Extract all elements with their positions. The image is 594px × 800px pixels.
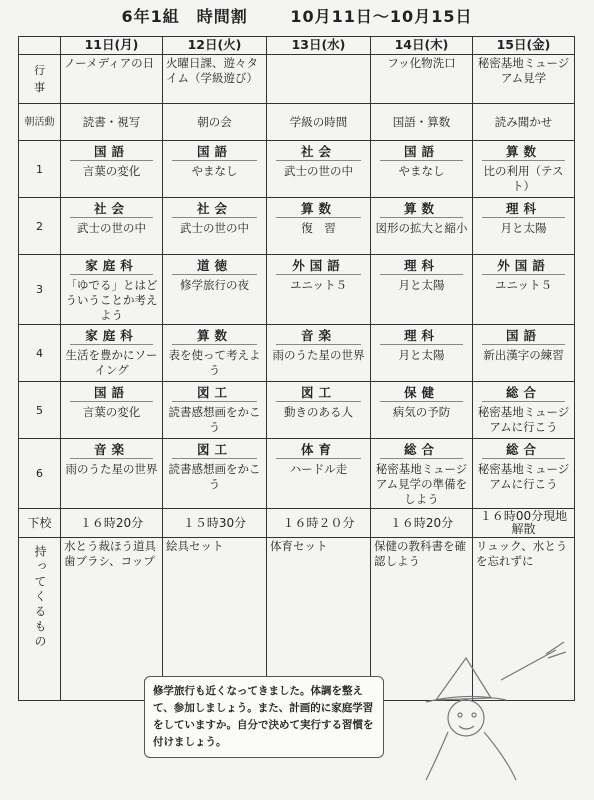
lesson-cell — [163, 198, 267, 255]
lesson-cell — [371, 325, 473, 382]
lesson-cell — [267, 382, 371, 439]
bring-cell: リュック、水とうを忘れずに — [473, 538, 575, 701]
lesson-cell — [371, 255, 473, 325]
lesson-topic: 雨のうた星の世界 — [65, 462, 158, 476]
period-number: 1 — [19, 141, 61, 198]
subject-label: 総合 — [482, 385, 565, 402]
subject-label: 国語 — [380, 144, 463, 161]
subject-label: 国語 — [70, 144, 153, 161]
subject-label: 理科 — [380, 328, 463, 345]
lesson-topic: 言葉の変化 — [82, 164, 141, 178]
lesson-cell — [61, 141, 163, 198]
events-row — [19, 55, 575, 104]
witch-illustration — [396, 640, 566, 790]
subject-label: 算数 — [276, 201, 361, 218]
lesson-topic: 病気の予防 — [392, 405, 451, 419]
subject-label: 総合 — [482, 442, 565, 459]
lesson-topic: 修学旅行の夜 — [180, 278, 249, 292]
morning-cell: 国語・算数 — [371, 104, 473, 141]
lesson-topic: ハードル走 — [289, 462, 348, 476]
lesson-topic: 武士の世の中 — [284, 164, 353, 178]
lesson-cell — [371, 141, 473, 198]
subject-label: 算数 — [482, 144, 565, 161]
lesson-cell — [61, 325, 163, 382]
subject-label: 外国語 — [482, 258, 565, 275]
subject-label: 国語 — [70, 385, 153, 402]
lesson-topic: 月と太陽 — [500, 221, 547, 235]
lesson-cell — [163, 141, 267, 198]
dismissal-cell: １５時30分 — [163, 509, 267, 538]
lesson-cell — [371, 198, 473, 255]
lesson-topic: 武士の世の中 — [77, 221, 146, 235]
morning-cell: 朝の会 — [163, 104, 267, 141]
period-number: 2 — [19, 198, 61, 255]
day-header: 14日(木) — [371, 37, 473, 55]
subject-label: 国語 — [172, 144, 257, 161]
bring-cell: 保健の教科書を確認しよう — [371, 538, 473, 701]
bring-cell: 水とう裁ほう道具歯ブラシ、コップ — [61, 538, 163, 701]
subject-label: 音楽 — [70, 442, 153, 459]
event-cell: ノーメディアの日 — [61, 55, 163, 104]
subject-label: 図工 — [276, 385, 361, 402]
lesson-topic: 動きのある人 — [284, 405, 353, 419]
row-label-morning: 朝活動 — [19, 104, 61, 141]
period-number: 5 — [19, 382, 61, 439]
subject-label: 道徳 — [172, 258, 257, 275]
timetable — [18, 36, 575, 701]
lesson-topic: 表を使って考えよう — [168, 348, 261, 377]
row-label-dismissal: 下校 — [19, 509, 61, 538]
subject-label: 社会 — [172, 201, 257, 218]
subject-label: 図工 — [172, 442, 257, 459]
lesson-topic: やまなし — [191, 164, 238, 178]
lesson-cell — [267, 439, 371, 509]
lesson-topic: 復 習 — [301, 221, 336, 235]
subject-label: 保健 — [380, 385, 463, 402]
subject-label: 算数 — [380, 201, 463, 218]
lesson-topic: 比の利用（テスト） — [483, 164, 564, 193]
day-header: 13日(水) — [267, 37, 371, 55]
lesson-cell — [473, 141, 575, 198]
subject-label: 体育 — [276, 442, 361, 459]
dismissal-cell: １６時２０分 — [267, 509, 371, 538]
lesson-topic: やまなし — [398, 164, 445, 178]
lesson-topic: 新出漢字の練習 — [483, 348, 564, 362]
lesson-cell — [371, 439, 473, 509]
period-row — [19, 325, 575, 382]
day-header-row — [19, 37, 575, 55]
subject-label: 外国語 — [276, 258, 361, 275]
subject-label: 社会 — [276, 144, 361, 161]
day-header: 11日(月) — [61, 37, 163, 55]
teacher-message-box: 修学旅行も近くなってきました。体調を整えて、参加しましょう。また、計画的に家庭学習をしていますか。自分で決めて実行する習慣を付けましょう。 — [144, 676, 384, 758]
page-title — [0, 4, 594, 27]
lesson-cell — [473, 325, 575, 382]
dismissal-cell: １６時20分 — [61, 509, 163, 538]
morning-cell: 読書・視写 — [61, 104, 163, 141]
lesson-topic: 生活を豊かにソーイング — [65, 348, 158, 377]
dismissal-cell: １６時20分 — [371, 509, 473, 538]
lesson-cell — [267, 255, 371, 325]
period-row — [19, 255, 575, 325]
subject-label: 社会 — [70, 201, 153, 218]
subject-label: 音楽 — [276, 328, 361, 345]
lesson-topic: 「ゆでる」とはどういうことか考えよう — [65, 278, 158, 322]
period-row — [19, 439, 575, 509]
subject-label: 理科 — [380, 258, 463, 275]
corner-cell — [19, 37, 61, 55]
lesson-topic: 読書感想画をかこう — [168, 462, 261, 491]
period-row — [19, 141, 575, 198]
lesson-topic: ユニット５ — [494, 278, 553, 292]
row-label-events: 行 事 — [19, 55, 61, 104]
subject-label: 図工 — [172, 385, 257, 402]
dismissal-row — [19, 509, 575, 538]
bring-cell: 体育セット — [267, 538, 371, 701]
period-number: 6 — [19, 439, 61, 509]
day-header: 12日(火) — [163, 37, 267, 55]
subject-label: 国語 — [482, 328, 565, 345]
lesson-cell — [61, 255, 163, 325]
lesson-topic: 月と太陽 — [398, 278, 445, 292]
morning-row — [19, 104, 575, 141]
lesson-topic: 秘密基地ミュージアムに行こう — [477, 405, 570, 434]
lesson-topic: 秘密基地ミュージアムに行こう — [477, 462, 570, 491]
subject-label: 算数 — [172, 328, 257, 345]
class-title: 6年1組 時間割 — [121, 7, 248, 26]
lesson-cell — [267, 198, 371, 255]
morning-cell: 学級の時間 — [267, 104, 371, 141]
subject-label: 家庭科 — [70, 258, 153, 275]
event-cell — [267, 55, 371, 104]
lesson-topic: 言葉の変化 — [82, 405, 141, 419]
lesson-topic: ユニット５ — [289, 278, 348, 292]
date-range: 10月11日〜10月15日 — [290, 7, 473, 26]
lesson-topic: 秘密基地ミュージアム見学の準備をしよう — [375, 462, 468, 506]
bring-cell: 絵具セット — [163, 538, 267, 701]
lesson-topic: 月と太陽 — [398, 348, 445, 362]
period-number: 3 — [19, 255, 61, 325]
lesson-cell — [163, 325, 267, 382]
lesson-topic: 武士の世の中 — [180, 221, 249, 235]
event-cell: 秘密基地ミュージアム見学 — [473, 55, 575, 104]
lesson-cell — [61, 198, 163, 255]
subject-label: 理科 — [482, 201, 565, 218]
lesson-cell — [163, 382, 267, 439]
lesson-cell — [61, 439, 163, 509]
lesson-topic: 読書感想画をかこう — [168, 405, 261, 434]
event-cell: フッ化物洗口 — [371, 55, 473, 104]
subject-label: 家庭科 — [70, 328, 153, 345]
dismissal-cell: １６時00分現地解散 — [473, 509, 575, 538]
lesson-cell — [163, 439, 267, 509]
day-header: 15日(金) — [473, 37, 575, 55]
row-label-bring: 持ってくるもの — [19, 538, 61, 701]
lesson-cell — [473, 255, 575, 325]
lesson-cell — [267, 325, 371, 382]
lesson-cell — [61, 382, 163, 439]
lesson-cell — [473, 198, 575, 255]
period-row — [19, 382, 575, 439]
period-row — [19, 198, 575, 255]
event-cell: 火曜日課、遊々タイム（学級遊び） — [163, 55, 267, 104]
lesson-cell — [371, 382, 473, 439]
morning-cell: 読み聞かせ — [473, 104, 575, 141]
lesson-cell — [473, 382, 575, 439]
subject-label: 総合 — [380, 442, 463, 459]
lesson-topic: 図形の拡大と縮小 — [375, 221, 468, 235]
lesson-cell — [267, 141, 371, 198]
lesson-topic: 雨のうた星の世界 — [272, 348, 365, 362]
lesson-cell — [473, 439, 575, 509]
period-number: 4 — [19, 325, 61, 382]
lesson-cell — [163, 255, 267, 325]
